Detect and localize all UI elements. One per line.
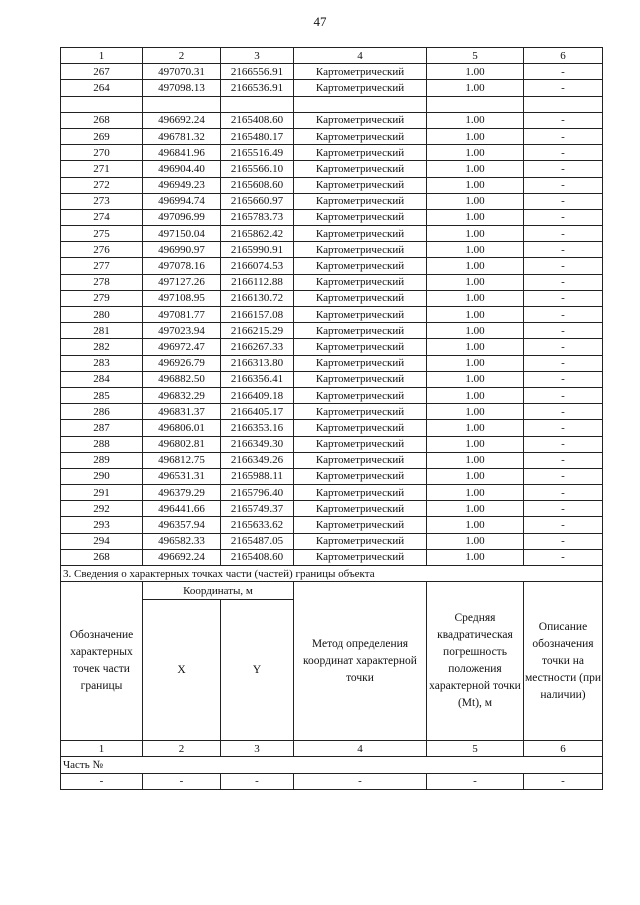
table-cell: -: [524, 128, 603, 144]
table-cell: 1.00: [427, 468, 524, 484]
table-cell: 1: [61, 48, 143, 64]
table-cell: Картометрический: [294, 371, 427, 387]
table-cell: -: [524, 242, 603, 258]
table-cell: 1.00: [427, 112, 524, 128]
table-cell: 268: [61, 112, 143, 128]
table-row: [61, 323, 603, 339]
table-cell: 1.00: [427, 145, 524, 161]
table-row: [61, 80, 603, 96]
table-cell: 1.00: [427, 209, 524, 225]
table-cell: 497070.31: [143, 64, 221, 80]
table-cell: -: [524, 436, 603, 452]
table-cell: 2166353.16: [221, 420, 294, 436]
table-cell: 496841.96: [143, 145, 221, 161]
table-cell: -: [524, 209, 603, 225]
table-cell: 280: [61, 307, 143, 323]
table-cell: 496832.29: [143, 387, 221, 403]
table-row: [61, 355, 603, 371]
table-cell: Картометрический: [294, 112, 427, 128]
column-number-row: [61, 741, 603, 757]
table-row: [61, 145, 603, 161]
table-cell: 2166536.91: [221, 80, 294, 96]
table-cell: Картометрический: [294, 339, 427, 355]
table-cell: Картометрический: [294, 517, 427, 533]
table-cell: 5: [427, 741, 524, 757]
table-cell: Картометрический: [294, 549, 427, 565]
table-row: [61, 209, 603, 225]
table-cell: 3: [221, 48, 294, 64]
table-cell: 496972.47: [143, 339, 221, 355]
table-cell: 4: [294, 48, 427, 64]
table-cell: -: [524, 420, 603, 436]
coordinates-table: [60, 47, 603, 790]
header-point-designation: Обозначение характерных точек части границы: [61, 582, 143, 741]
table-cell: 292: [61, 501, 143, 517]
table-cell: -: [427, 773, 524, 789]
table-cell: 1.00: [427, 387, 524, 403]
table-cell: Картометрический: [294, 387, 427, 403]
table-cell: [61, 96, 143, 112]
table-cell: -: [524, 452, 603, 468]
table-cell: 1.00: [427, 64, 524, 80]
table-cell: 268: [61, 549, 143, 565]
table-cell: 496781.32: [143, 128, 221, 144]
table-cell: 2165783.73: [221, 209, 294, 225]
table-cell: 1.00: [427, 290, 524, 306]
table-row: [61, 533, 603, 549]
table-cell: -: [524, 773, 603, 789]
table-row: [61, 290, 603, 306]
table-cell: 1.00: [427, 274, 524, 290]
table-cell: [221, 96, 294, 112]
table-cell: Картометрический: [294, 177, 427, 193]
table-cell: 283: [61, 355, 143, 371]
table-cell: Картометрический: [294, 80, 427, 96]
table-cell: 1.00: [427, 80, 524, 96]
table-cell: Картометрический: [294, 420, 427, 436]
header-row-top: [61, 582, 603, 600]
table-cell: 4: [294, 741, 427, 757]
table-row: [61, 307, 603, 323]
table-row: [61, 226, 603, 242]
table-cell: Картометрический: [294, 209, 427, 225]
table-cell: Картометрический: [294, 226, 427, 242]
table-cell: -: [524, 64, 603, 80]
part-label: Часть №: [61, 757, 603, 773]
table-cell: 2165408.60: [221, 112, 294, 128]
table-cell: 496882.50: [143, 371, 221, 387]
table-row: [61, 339, 603, 355]
table-cell: -: [524, 226, 603, 242]
table-cell: 2165988.11: [221, 468, 294, 484]
table-row: [61, 177, 603, 193]
table-cell: 1.00: [427, 533, 524, 549]
table-cell: 2166356.41: [221, 371, 294, 387]
table-cell: 496949.23: [143, 177, 221, 193]
table-cell: 290: [61, 468, 143, 484]
table-cell: 2166349.30: [221, 436, 294, 452]
table-cell: 1.00: [427, 161, 524, 177]
table-cell: [427, 96, 524, 112]
table-cell: 274: [61, 209, 143, 225]
table-cell: -: [524, 258, 603, 274]
table-row: [61, 258, 603, 274]
table-row: [61, 274, 603, 290]
table-cell: -: [524, 323, 603, 339]
table-cell: 1.00: [427, 501, 524, 517]
table-cell: 497127.26: [143, 274, 221, 290]
table-cell: 1.00: [427, 307, 524, 323]
column-number-row: [61, 48, 603, 64]
table-cell: 1: [61, 741, 143, 757]
table-cell: 285: [61, 387, 143, 403]
table-cell: Картометрический: [294, 128, 427, 144]
table-cell: 276: [61, 242, 143, 258]
table-cell: 2: [143, 48, 221, 64]
table-cell: Картометрический: [294, 193, 427, 209]
table-cell: 267: [61, 64, 143, 80]
table-cell: 1.00: [427, 226, 524, 242]
table-cell: 2: [143, 741, 221, 757]
table-cell: 269: [61, 128, 143, 144]
table-cell: 496812.75: [143, 452, 221, 468]
table-cell: -: [524, 387, 603, 403]
table-cell: 2166405.17: [221, 404, 294, 420]
section-title: 3. Сведения о характерных точках части (частей) границы объекта: [61, 566, 603, 582]
table-cell: 270: [61, 145, 143, 161]
table-cell: 2165608.60: [221, 177, 294, 193]
table-row: [61, 436, 603, 452]
table-cell: 2165862.42: [221, 226, 294, 242]
table-cell: -: [61, 773, 143, 789]
table-cell: Картометрический: [294, 533, 427, 549]
table-cell: 279: [61, 290, 143, 306]
table-cell: Картометрический: [294, 258, 427, 274]
table-cell: 275: [61, 226, 143, 242]
table-cell: 288: [61, 436, 143, 452]
table-cell: Картометрический: [294, 307, 427, 323]
table-cell: 2165480.17: [221, 128, 294, 144]
table-cell: 496802.81: [143, 436, 221, 452]
table-cell: Картометрический: [294, 290, 427, 306]
table-cell: 1.00: [427, 420, 524, 436]
table-cell: 496582.33: [143, 533, 221, 549]
table-cell: -: [524, 161, 603, 177]
table-row: [61, 404, 603, 420]
table-cell: 293: [61, 517, 143, 533]
table-cell: Картометрический: [294, 145, 427, 161]
table-row: [61, 420, 603, 436]
table-row: [61, 242, 603, 258]
table-cell: Картометрический: [294, 274, 427, 290]
table-row: [61, 549, 603, 565]
table-cell: 496926.79: [143, 355, 221, 371]
header-method: Метод определения координат характерной точки: [294, 582, 427, 741]
table-cell: 1.00: [427, 323, 524, 339]
table-cell: 6: [524, 48, 603, 64]
table-cell: 496806.01: [143, 420, 221, 436]
table-row: [61, 773, 603, 789]
table-cell: -: [221, 773, 294, 789]
table-cell: 291: [61, 485, 143, 501]
table-cell: 497098.13: [143, 80, 221, 96]
page-number: 47: [313, 14, 327, 29]
section-title-row: [61, 566, 603, 582]
table-cell: Картометрический: [294, 501, 427, 517]
table-cell: -: [524, 80, 603, 96]
table-cell: 496692.24: [143, 112, 221, 128]
table-cell: -: [524, 404, 603, 420]
table-cell: 497108.95: [143, 290, 221, 306]
table-cell: Картометрический: [294, 452, 427, 468]
table-cell: 287: [61, 420, 143, 436]
table-cell: -: [524, 274, 603, 290]
table-cell: 2166409.18: [221, 387, 294, 403]
table-cell: [524, 96, 603, 112]
table-cell: 496831.37: [143, 404, 221, 420]
table-cell: 2165749.37: [221, 501, 294, 517]
table-cell: 2165408.60: [221, 549, 294, 565]
table-cell: -: [524, 177, 603, 193]
table-row: [61, 387, 603, 403]
empty-row: [61, 96, 603, 112]
table-cell: -: [524, 112, 603, 128]
table-cell: Картометрический: [294, 468, 427, 484]
table-cell: 496379.29: [143, 485, 221, 501]
table-cell: 6: [524, 741, 603, 757]
table-cell: Картометрический: [294, 64, 427, 80]
table-cell: 1.00: [427, 371, 524, 387]
table-cell: 2165566.10: [221, 161, 294, 177]
table-cell: 272: [61, 177, 143, 193]
table-cell: 1.00: [427, 355, 524, 371]
header-coordinates: Координаты, м: [143, 582, 294, 600]
table-cell: 2166215.29: [221, 323, 294, 339]
table-cell: 496441.66: [143, 501, 221, 517]
table-cell: 1.00: [427, 404, 524, 420]
table-row: [61, 517, 603, 533]
table-row: [61, 193, 603, 209]
table-cell: 1.00: [427, 193, 524, 209]
table-cell: 281: [61, 323, 143, 339]
table-cell: Картометрический: [294, 323, 427, 339]
table-row: [61, 468, 603, 484]
table-cell: 2166267.33: [221, 339, 294, 355]
table-cell: 1.00: [427, 128, 524, 144]
table-cell: Картометрический: [294, 242, 427, 258]
table-cell: 2166112.88: [221, 274, 294, 290]
table-cell: 2165487.05: [221, 533, 294, 549]
table-cell: 497078.16: [143, 258, 221, 274]
table-cell: 2166157.08: [221, 307, 294, 323]
header-x: X: [143, 600, 221, 741]
table-cell: -: [524, 485, 603, 501]
table-cell: 271: [61, 161, 143, 177]
table-cell: 497096.99: [143, 209, 221, 225]
table-cell: Картометрический: [294, 355, 427, 371]
table-cell: 2166556.91: [221, 64, 294, 80]
table-cell: Картометрический: [294, 436, 427, 452]
table-cell: 1.00: [427, 242, 524, 258]
table-cell: 278: [61, 274, 143, 290]
table-cell: 496990.97: [143, 242, 221, 258]
table-cell: 496357.94: [143, 517, 221, 533]
table-cell: 2166349.26: [221, 452, 294, 468]
part-row: [61, 757, 603, 773]
table-cell: -: [524, 145, 603, 161]
table-cell: 1.00: [427, 452, 524, 468]
table-row: [61, 112, 603, 128]
table-cell: 496531.31: [143, 468, 221, 484]
table-row: [61, 485, 603, 501]
table-cell: Картометрический: [294, 485, 427, 501]
header-error: Средняя квадратическая погрешность положения характерной точки (Mt), м: [427, 582, 524, 741]
table-cell: Картометрический: [294, 161, 427, 177]
table-cell: 2165660.97: [221, 193, 294, 209]
table-cell: 3: [221, 741, 294, 757]
table-cell: -: [524, 371, 603, 387]
table-row: [61, 64, 603, 80]
table-cell: 1.00: [427, 436, 524, 452]
table-cell: 497081.77: [143, 307, 221, 323]
table-cell: 1.00: [427, 339, 524, 355]
table-cell: Картометрический: [294, 404, 427, 420]
header-description: Описание обозначения точки на местности (при наличии): [524, 582, 603, 741]
table-cell: 497150.04: [143, 226, 221, 242]
table-cell: 1.00: [427, 517, 524, 533]
table-cell: 2166074.53: [221, 258, 294, 274]
table-cell: 1.00: [427, 485, 524, 501]
table-cell: 273: [61, 193, 143, 209]
table-cell: 496692.24: [143, 549, 221, 565]
table-cell: -: [524, 193, 603, 209]
table-row: [61, 501, 603, 517]
table-cell: 2165516.49: [221, 145, 294, 161]
table-row: [61, 371, 603, 387]
table-cell: 277: [61, 258, 143, 274]
table-cell: -: [524, 355, 603, 371]
table-cell: 286: [61, 404, 143, 420]
table-cell: 1.00: [427, 177, 524, 193]
table-row: [61, 161, 603, 177]
table-cell: -: [524, 339, 603, 355]
table-cell: 497023.94: [143, 323, 221, 339]
table-cell: 2165633.62: [221, 517, 294, 533]
table-cell: [143, 96, 221, 112]
table-cell: 5: [427, 48, 524, 64]
table-cell: 496994.74: [143, 193, 221, 209]
header-y: Y: [221, 600, 294, 741]
table-cell: 1.00: [427, 258, 524, 274]
table-cell: -: [524, 290, 603, 306]
table-cell: -: [524, 468, 603, 484]
table-cell: 294: [61, 533, 143, 549]
table-cell: -: [294, 773, 427, 789]
table-cell: 264: [61, 80, 143, 96]
table-cell: 2165990.91: [221, 242, 294, 258]
table-cell: 1.00: [427, 549, 524, 565]
table-cell: 2165796.40: [221, 485, 294, 501]
table-cell: 496904.40: [143, 161, 221, 177]
table-cell: 284: [61, 371, 143, 387]
table-cell: [294, 96, 427, 112]
table-cell: -: [524, 533, 603, 549]
table-cell: -: [524, 549, 603, 565]
table-cell: -: [143, 773, 221, 789]
table-cell: 282: [61, 339, 143, 355]
table-row: [61, 128, 603, 144]
table-cell: -: [524, 501, 603, 517]
table-cell: 2166130.72: [221, 290, 294, 306]
table-cell: 2166313.80: [221, 355, 294, 371]
table-cell: 289: [61, 452, 143, 468]
table-cell: -: [524, 307, 603, 323]
table-cell: -: [524, 517, 603, 533]
table-row: [61, 452, 603, 468]
